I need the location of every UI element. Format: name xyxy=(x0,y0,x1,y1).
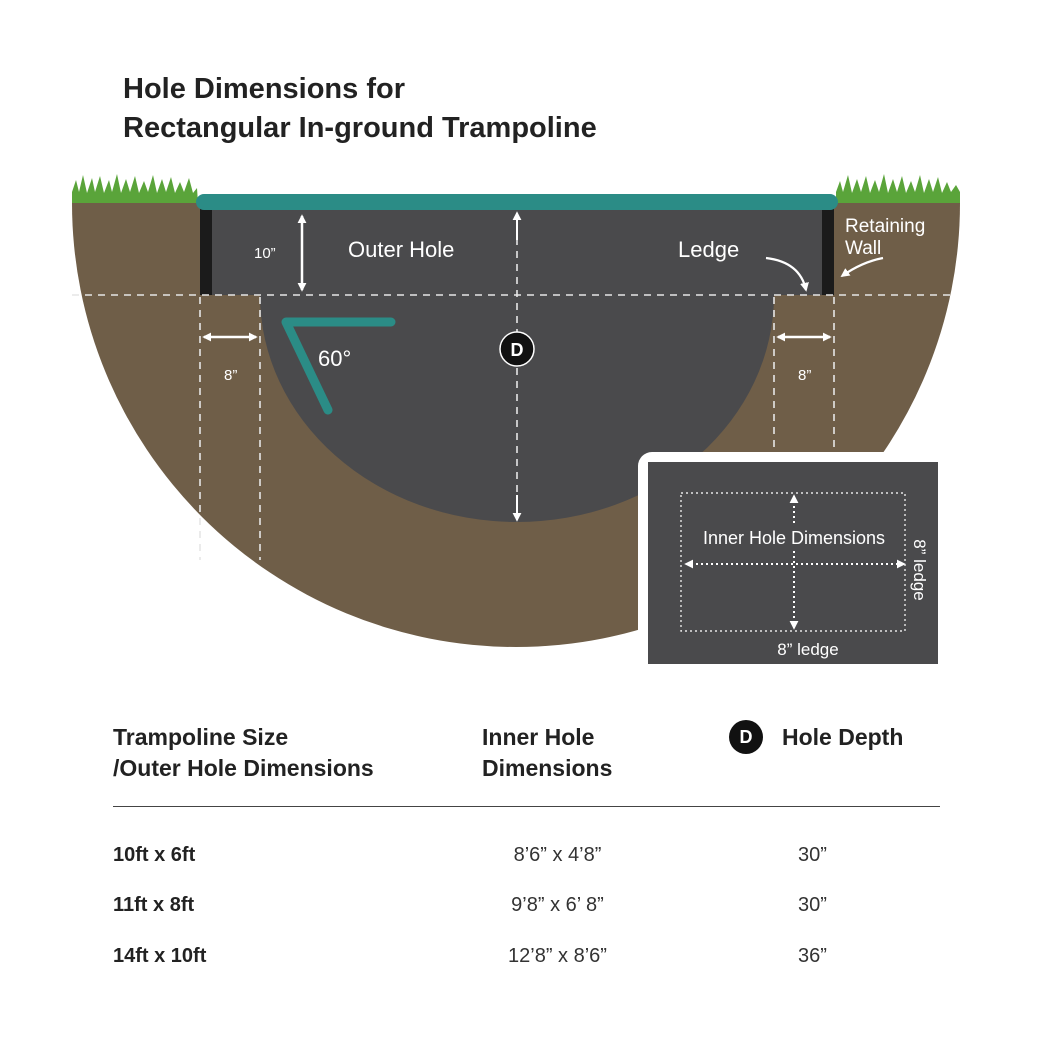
depth-marker-badge xyxy=(500,332,534,366)
retaining-wall-label-line-1: Retaining xyxy=(845,216,926,237)
inset-title: Inner Hole Dimensions xyxy=(702,528,886,548)
column-header-size xyxy=(113,722,374,784)
cell-depth: 36” xyxy=(798,945,827,967)
rim-depth-label: 10” xyxy=(254,245,276,262)
cell-inner-dimensions: 8’6” x 4’8” xyxy=(513,844,602,866)
column-header-depth: Hole Depth xyxy=(782,724,904,750)
retaining-wall-right xyxy=(822,203,834,295)
table-row xyxy=(0,840,1037,870)
column-header-inner xyxy=(482,722,612,784)
ledge-label: Ledge xyxy=(678,237,740,262)
inset-right-ledge-label: 8” ledge xyxy=(910,539,929,601)
cell-inner-dimensions: 9’8” x 6’ 8” xyxy=(511,894,604,916)
column-header-size-line-1: Trampoline Size xyxy=(113,724,289,750)
depth-marker-badge-header: D xyxy=(729,720,763,754)
column-header-size-line-2: /Outer Hole Dimensions xyxy=(113,755,374,781)
trampoline-frame xyxy=(196,194,838,210)
table-row xyxy=(0,941,1037,971)
column-header-inner-line-2: Dimensions xyxy=(482,755,613,781)
cell-depth: 30” xyxy=(798,844,827,866)
cell-depth: 30” xyxy=(798,894,827,916)
cell-size: 14ft x 10ft xyxy=(113,945,207,967)
grass-left xyxy=(72,174,198,203)
inset-bottom-ledge-label: 8” ledge xyxy=(777,640,839,659)
retaining-wall-label-line-2: Wall xyxy=(845,238,882,259)
table-row xyxy=(0,890,1037,920)
title-line-2: Rectangular In-ground Trampoline xyxy=(123,112,597,144)
grass-right xyxy=(836,174,960,203)
slope-angle-label: 60° xyxy=(318,346,352,371)
cell-size: 10ft x 6ft xyxy=(113,844,196,866)
cell-size: 11ft x 8ft xyxy=(113,894,195,916)
ledge-width-right-label: 8” xyxy=(798,367,812,384)
column-header-inner-line-1: Inner Hole xyxy=(482,724,595,750)
inner-hole-inset xyxy=(638,452,948,674)
retaining-wall-left xyxy=(200,203,212,295)
table-divider xyxy=(113,806,940,807)
ledge-width-left-label: 8” xyxy=(224,367,238,384)
outer-hole-label: Outer Hole xyxy=(348,237,455,262)
depth-marker-letter: D xyxy=(510,340,524,360)
title-line-1: Hole Dimensions for xyxy=(123,73,405,105)
cell-inner-dimensions: 12’8” x 8’6” xyxy=(508,945,607,967)
